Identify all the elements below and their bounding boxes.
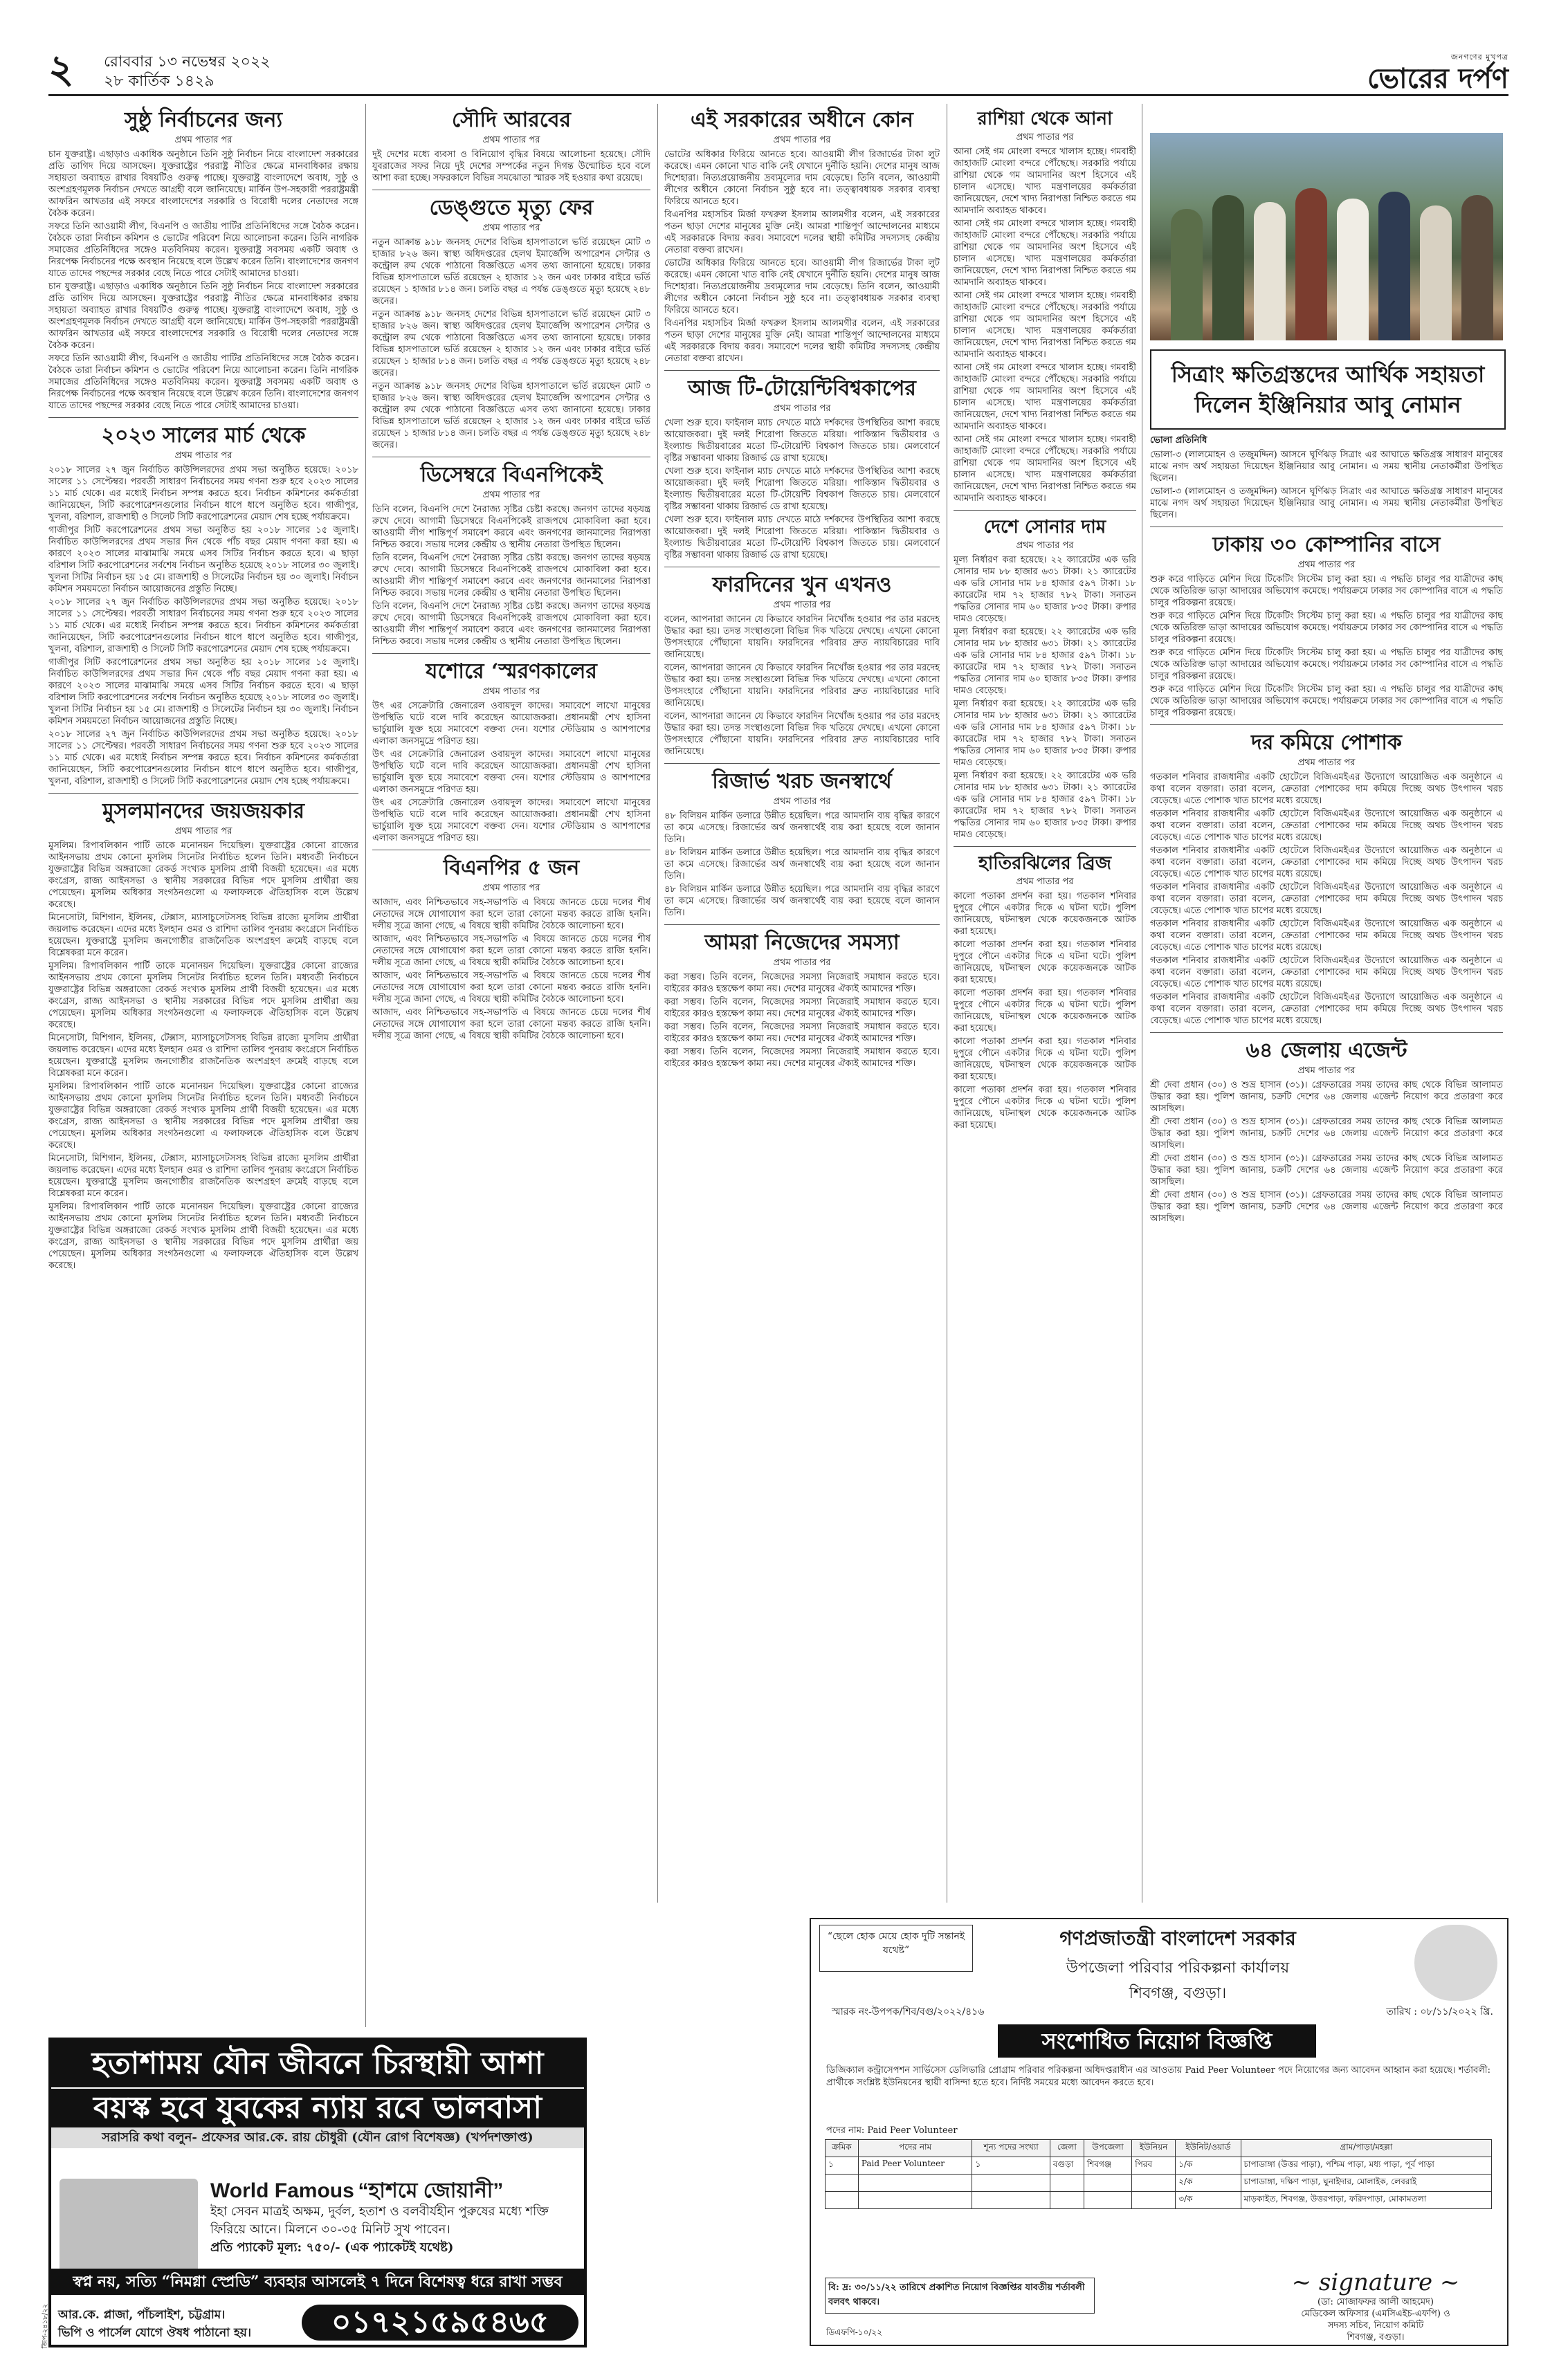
divider xyxy=(1150,1032,1503,1033)
ad-body xyxy=(210,2179,570,2257)
ad-address-line: আর.কে. প্লাজা, পাঁচলাইশ, চট্টগ্রাম। xyxy=(58,2308,226,2322)
article-text: কালো পতাকা প্রদর্শন করা হয়। গতকাল শনিবার দুপুরে পৌনে একটার দিকে এ ঘটনা ঘটে। পুলিশ জানিয়েছে, ঘটনাস্থল থেকে কয়েকজনকে আটক করা হয়েছে। xyxy=(954,1036,1136,1082)
continuation-label: প্রথম পাতার পর xyxy=(773,796,831,807)
article-text: মুসলিম। রিপাবলিকান পার্টি তাকে মনোনয়ন দিয়েছিল। যুক্তরাষ্ট্রের কোনো রাজ্যের আইনসভায় প্রথম কোনো মুসলিম সিনেটর নির্বাচিত হলেন তিনি। মধ্যবর্তী নির্বাচনে যুক্তরাষ্ট্রের বিভিন্ন অঙ্গরাজ্যে রেকর্ড সংখ্যক মুসলিম প্রার্থী বিজয়ী হয়েছেন। এর মধ্যে কংগ্রেস, রাজ্য আইনসভা ও স্থানীয় সরকারের বিভিন্ন পদে মুসলিম প্রার্থীরা জয় পেয়েছেন। মুসলিম অধিকার সংগঠনগুলো এ ফলাফলকে ঐতিহাসিক বলে উল্লেখ করেছে। xyxy=(48,961,358,1030)
article-text: গতকাল শনিবার রাজধানীর একটি হোটেলে বিজিএমইএর উদ্যোগে আয়োজিত এক অনুষ্ঠানে এ কথা বলেন বক্তারা। তারা বলেন, ক্রেতারা পোশাকের দাম কমিয়ে দিচ্ছে অথচ উৎপাদন খরচ বেড়েছে। এতে পোশাক খাত চাপের মধ্যে রয়েছে। xyxy=(1150,809,1503,843)
person-figure xyxy=(1461,195,1493,340)
headline[interactable]: ফারদিনের খুন এখনও xyxy=(712,573,892,597)
table-cell: শিবগঞ্জ xyxy=(1084,2157,1131,2175)
divider xyxy=(372,653,650,654)
table-header-row xyxy=(826,2140,1492,2157)
continuation-label: প্রথম পাতার পর xyxy=(482,135,540,145)
government-name: গণপ্রজাতন্ত্রী বাংলাদেশ সরকার xyxy=(1059,1927,1296,1950)
column-3 xyxy=(664,104,940,1903)
article-text: ভোটের অধিকার ফিরিয়ে আনতে হবে। আওয়ামী লীগ রিজার্ভের টাকা লুট করেছে। এমন কোনো খাত বাকি নেই যেখানে দুর্নীতি হয়নি। দেশের মানুষ আজ দিশেহারা। নিত্যপ্রয়োজনীয় দ্রব্যমূল্যের দাম বেড়েছে। তিনি বলেন, আওয়ামী লীগের অধীনে কোনো নির্বাচন সুষ্ঠু হবে না। তত্ত্বাবধায়ক সরকার ব্যবস্থা ফিরিয়ে আনতে হবে। xyxy=(664,149,940,207)
headline[interactable]: দেশে সোনার দাম xyxy=(983,517,1106,538)
newspaper-logo xyxy=(1259,51,1508,95)
continuation-label: প্রথম পাতার পর xyxy=(773,600,831,610)
article-text: তিনি বলেন, বিএনপি দেশে নৈরাজ্য সৃষ্টির চেষ্টা করছে। জনগণ তাদের ষড়যন্ত্র রুখে দেবে। আগামী ডিসেম্বরে বিএনপিকেই রাজপথে মোকাবিলা করা হবে। আওয়ামী লীগ শান্তিপূর্ণ সমাবেশ করবে এবং জনগণের জানমালের নিরাপত্তা নিশ্চিত করবে। সভায় দলের কেন্দ্রীয় ও স্থানীয় নেতারা উপস্থিত ছিলেন। xyxy=(372,504,650,550)
article-text: ভোটের অধিকার ফিরিয়ে আনতে হবে। আওয়ামী লীগ রিজার্ভের টাকা লুট করেছে। এমন কোনো খাত বাকি নেই যেখানে দুর্নীতি হয়নি। দেশের মানুষ আজ দিশেহারা। নিত্যপ্রয়োজনীয় দ্রব্যমূল্যের দাম বেড়েছে। তিনি বলেন, আওয়ামী লীগের অধীনে কোনো নির্বাচন সুষ্ঠু হবে না। তত্ত্বাবধায়ক সরকার ব্যবস্থা ফিরিয়ে আনতে হবে। xyxy=(664,258,940,315)
article-text: বলেন, আপনারা জানেন যে কিভাবে ফারদিন নিখোঁজ হওয়ার পর তার মরদেহ উদ্ধার করা হয়। তদন্ত সংস্থাগুলো বিভিন্ন দিক খতিয়ে দেখছে। এখনো কোনো উপসংহারে পৌঁছানো যায়নি। ফারদিনের পরিবার দ্রুত ন্যায়বিচারের দাবি জানিয়েছে। xyxy=(664,663,940,708)
table-cell: চাপাডাঙ্গা, দক্ষিণ পাড়া, ঘুনাইদার, মোলাইক, লেবরাই xyxy=(1241,2175,1492,2192)
continuation-label: প্রথম পাতার পর xyxy=(773,135,831,145)
notice-header xyxy=(984,1923,1371,2007)
article-text: গতকাল শনিবার রাজধানীর একটি হোটেলে বিজিএমইএর উদ্যোগে আয়োজিত এক অনুষ্ঠানে এ কথা বলেন বক্তারা। তারা বলেন, ক্রেতারা পোশাকের দাম কমিয়ে দিচ্ছে অথচ উৎপাদন খরচ বেড়েছে। এতে পোশাক খাত চাপের মধ্যে রয়েছে। xyxy=(1150,882,1503,916)
continuation-label: প্রথম পাতার পর xyxy=(482,490,540,500)
person-figure xyxy=(1254,202,1286,340)
article-text: তিনি বলেন, বিএনপি দেশে নৈরাজ্য সৃষ্টির চেষ্টা করছে। জনগণ তাদের ষড়যন্ত্র রুখে দেবে। আগামী ডিসেম্বরে বিএনপিকেই রাজপথে মোকাবিলা করা হবে। আওয়ামী লীগ শান্তিপূর্ণ সমাবেশ করবে এবং জনগণের জানমালের নিরাপত্তা নিশ্চিত করবে। সভায় দলের কেন্দ্রীয় ও স্থানীয় নেতারা উপস্থিত ছিলেন। xyxy=(372,553,650,598)
article-text: তিনি বলেন, বিএনপি দেশে নৈরাজ্য সৃষ্টির চেষ্টা করছে। জনগণ তাদের ষড়যন্ত্র রুখে দেবে। আগামী ডিসেম্বরে বিএনপিকেই রাজপথে মোকাবিলা করা হবে। আওয়ামী লীগ শান্তিপূর্ণ সমাবেশ করবে এবং জনগণের জানমালের নিরাপত্তা নিশ্চিত করবে। সভায় দলের কেন্দ্রীয় ও স্থানীয় নেতারা উপস্থিত ছিলেন। xyxy=(372,601,650,647)
article-text: শুরু করে গাড়িতে মেশিন দিয়ে টিকেটিং সিস্টেম চালু করা হয়। এ পদ্ধতি চালুর পর যাত্রীদের কাছ থেকে অতিরিক্ত ভাড়া আদায়ের অভিযোগ কমেছে। পর্যায়ক্রমে ঢাকার সব কোম্পানির বাসে এ পদ্ধতি চালুর পরিকল্পনা রয়েছে। xyxy=(1150,611,1503,645)
headline[interactable]: ৬৪ জেলায় এজেন্ট xyxy=(1246,1038,1407,1063)
article-text: করা সম্ভব। তিনি বলেন, নিজেদের সমস্যা নিজেরাই সমাধান করতে হবে। বাইরের কারও হস্তক্ষেপ কাম্য নয়। দেশের মানুষের ঐক্যই আমাদের শক্তি। xyxy=(664,972,940,994)
advertisement[interactable] xyxy=(48,2038,587,2347)
divider xyxy=(664,370,940,371)
article-text: কালো পতাকা প্রদর্শন করা হয়। গতকাল শনিবার দুপুরে পৌনে একটার দিকে এ ঘটনা ঘটে। পুলিশ জানিয়েছে, ঘটনাস্থল থেকে কয়েকজনকে আটক করা হয়েছে। xyxy=(954,940,1136,985)
article-text: আনা সেই গম মোংলা বন্দরে খালাস হচ্ছে। গমবাহী জাহাজটি মোংলা বন্দরে পৌঁছেছে। সরকারি পর্যায়ে রাশিয়া থেকে গম আমদানির অংশ হিসেবে এই চালান এসেছে। খাদ্য মন্ত্রণালয়ের কর্মকর্তারা জানিয়েছেন, দেশে খাদ্য নিরাপত্তা নিশ্চিত করতে গম আমদানি অব্যাহত থাকবে। xyxy=(954,219,1136,288)
signatory-title: শিবগঞ্জ, বগুড়া। xyxy=(1347,2332,1405,2343)
table-cell xyxy=(972,2192,1050,2209)
article-text: মুসলিম। রিপাবলিকান পার্টি তাকে মনোনয়ন দিয়েছিল। যুক্তরাষ্ট্রের কোনো রাজ্যের আইনসভায় প্রথম কোনো মুসলিম সিনেটর নির্বাচিত হলেন তিনি। মধ্যবর্তী নির্বাচনে যুক্তরাষ্ট্রের বিভিন্ন অঙ্গরাজ্যে রেকর্ড সংখ্যক মুসলিম প্রার্থী বিজয়ী হয়েছেন। এর মধ্যে কংগ্রেস, রাজ্য আইনসভা ও স্থানীয় সরকারের বিভিন্ন পদে মুসলিম প্রার্থীরা জয় পেয়েছেন। মুসলিম অধিকার সংগঠনগুলো এ ফলাফলকে ঐতিহাসিক বলে উল্লেখ করেছে। xyxy=(48,1202,358,1271)
news-photo xyxy=(1150,133,1503,340)
office-name: উপজেলা পরিবার পরিকল্পনা কার্যালয় xyxy=(1066,1959,1290,1977)
family-planning-slogan: “ছেলে হোক মেয়ে হোক দুটি সন্তানই যথেষ্ট” xyxy=(819,1925,973,1972)
table-cell: ৩/ক xyxy=(1176,2192,1241,2209)
article-text: শ্রী দেবা প্রধান (৩০) ও শুভ্র হাসান (৩১)। গ্রেফতারের সময় তাদের কাছ থেকে বিভিন্ন আলামত উদ্ধার করা হয়। পুলিশ জানায়, চক্রটি দেশের ৬৪ জেলায় এজেন্ট নিয়োগ করে প্রতারণা করে আসছিল। xyxy=(1150,1117,1503,1151)
notice-footnote: বি: দ্র: ৩০/১১/২২ তারিখে প্রকাশিত নিয়োগ বিজ্ঞপ্তির যাবতীয় শর্তাবলী বলবৎ থাকবে। xyxy=(825,2278,1095,2314)
headline[interactable]: দর কমিয়ে পোশাক xyxy=(1251,731,1402,755)
headline[interactable]: হাতিরঝিলের ব্রিজ xyxy=(978,853,1111,874)
article-text: বলেন, আপনারা জানেন যে কিভাবে ফারদিন নিখোঁজ হওয়ার পর তার মরদেহ উদ্ধার করা হয়। তদন্ত সংস্থাগুলো বিভিন্ন দিক খতিয়ে দেখছে। এখনো কোনো উপসংহারে পৌঁছানো যায়নি। ফারদিনের পরিবার দ্রুত ন্যায়বিচারের দাবি জানিয়েছে। xyxy=(664,614,940,660)
article-text: চান যুক্তরাষ্ট্র। এছাড়াও একাধিক অনুষ্ঠানে তিনি সুষ্ঠু নির্বাচন নিয়ে বাংলাদেশ সরকারের প্রতি তাগিদ দিয়ে আসছেন। যুক্তরাষ্ট্রের পররাষ্ট্র নীতির ক্ষেত্রে মানবাধিকার রক্ষায় সহায়তা অব্যাহত রাখার বিষয়টিও গুরুত্ব পাচ্ছে। যুক্তরাষ্ট্র বাংলাদেশে অবাধ, সুষ্ঠু ও অংশগ্রহণমূলক নির্বাচন দেখতে আগ্রহী বলে জানিয়েছে। মার্কিন উপ-সহকারী পররাষ্ট্রমন্ত্রী আফরিন আখতার এই সফরে বাংলাদেশের সরকারি ও বিরোধী দলের নেতাদের সঙ্গে বৈঠক করেন। xyxy=(48,149,358,219)
table-cell xyxy=(858,2192,972,2209)
government-logo xyxy=(1414,1925,1497,2001)
article-text: শুরু করে গাড়িতে মেশিন দিয়ে টিকেটিং সিস্টেম চালু করা হয়। এ পদ্ধতি চালুর পর যাত্রীদের কাছ থেকে অতিরিক্ত ভাড়া আদায়ের অভিযোগ কমেছে। পর্যায়ক্রমে ঢাকার সব কোম্পানির বাসে এ পদ্ধতি চালুর পরিকল্পনা রয়েছে। xyxy=(1150,684,1503,718)
notice-reference: ডিএফপি-১০/২২ xyxy=(826,2327,883,2337)
notice-body: ডিজিক্যাল কন্ট্রাসেপশন সার্ভিসেস ডেলিভারি প্রোগ্রাম পরিবার পরিকল্পনা অধিদপ্তরাধীন এর আওতায় Paid Peer Volunteer পদে নিয়োগের জন্য আবেদন আহ্বান করা হয়েছে। শর্তাবলী: প্রার্থীকে সংশ্লিষ্ট ইউনিয়নের স্থায়ী বাসিন্দা হতে হবে। নির্দিষ্ট সময়ের মধ্যে আবেদন করতে হবে। xyxy=(826,2065,1490,2088)
article-text: মুসলিম। রিপাবলিকান পার্টি তাকে মনোনয়ন দিয়েছিল। যুক্তরাষ্ট্রের কোনো রাজ্যের আইনসভায় প্রথম কোনো মুসলিম সিনেটর নির্বাচিত হলেন তিনি। মধ্যবর্তী নির্বাচনে যুক্তরাষ্ট্রের বিভিন্ন অঙ্গরাজ্যে রেকর্ড সংখ্যক মুসলিম প্রার্থী বিজয়ী হয়েছেন। এর মধ্যে কংগ্রেস, রাজ্য আইনসভা ও স্থানীয় সরকারের বিভিন্ন পদে মুসলিম প্রার্থীরা জয় পেয়েছেন। মুসলিম অধিকার সংগঠনগুলো এ ফলাফলকে ঐতিহাসিক বলে উল্লেখ করেছে। xyxy=(48,1081,358,1151)
table-row xyxy=(826,2192,1492,2209)
article-text: ৪৮ বিলিয়ন মার্কিন ডলারে উন্নীত হয়েছিল। পরে আমদানি ব্যয় বৃদ্ধির কারণে তা কমে এসেছে। রিজার্ভের অর্থ জনস্বার্থেই ব্যয় করা হয়েছে বলে জানান তিনি। xyxy=(664,848,940,881)
column-1 xyxy=(48,104,358,2027)
article-text: খেলা শুরু হবে। ফাইনাল ম্যাচ দেখতে মাঠে দর্শকদের উপস্থিতির আশা করছে আয়োজকরা। দুই দলই শিরোপা জিততে মরিয়া। পাকিস্তান দ্বিতীয়বার ও ইংল্যান্ড দ্বিতীয়বারের মতো টি-টোয়েন্টি বিশ্বকাপ জিততে চায়। মেলবোর্নে বৃষ্টির সম্ভাবনা থাকায় রিজার্ভ ডে রাখা হয়েছে। xyxy=(664,466,940,512)
table-cell: ১ xyxy=(972,2157,1050,2175)
article-text: নতুন আক্রান্ত ৯১৮ জনসহ দেশের বিভিন্ন হাসপাতালে ভর্তি রয়েছেন মোট ৩ হাজার ৮২৬ জন। স্বাস্থ্য অধিদপ্তরের হেলথ ইমার্জেন্সি অপারেশন সেন্টার ও কন্ট্রোল রুম থেকে পাঠানো বিজ্ঞপ্তিতে এসব তথ্য জানানো হয়েছে। ঢাকার বিভিন্ন হাসপাতালে ভর্তি রয়েছেন ২ হাজার ১২ জন এবং ঢাকার বাইরে ভর্তি রয়েছেন ১ হাজার ৮১৪ জন। চলতি বছর এ পর্যন্ত ডেঙ্গুতে মৃত্যু হয়েছে ২৪৮ জনের। xyxy=(372,381,650,450)
divider xyxy=(664,924,940,925)
ad-product-name: “হাশমে জোয়ানী” xyxy=(358,2179,504,2202)
table-cell xyxy=(1132,2192,1176,2209)
date-english: রোববার ১৩ নভেম্বর ২০২২ xyxy=(104,53,271,71)
article-text: মূল্য নির্ধারণ করা হয়েছে। ২২ ক্যারেটের এক ভরি সোনার দাম ৮৮ হাজার ৬৩১ টাকা। ২১ ক্যারেটের এক ভরি সোনার দাম ৮৪ হাজার ৫৯৭ টাকা। ১৮ ক্যারেটের দাম ৭২ হাজার ৭৮২ টাকা। সনাতন পদ্ধতির সোনার দাম ৬০ হাজার ৮৩৫ টাকা। রুপার দামও বেড়েছে। xyxy=(954,627,1136,696)
article-text: ভোলা-৩ (লালমোহন ও তজুমদ্দিন) আসনে ঘূর্ণিঝড় সিত্রাং এর আঘাতে ক্ষতিগ্রস্ত সাধারণ মানুষের মাঝে নগদ অর্থ সহায়তা দিয়েছেন ইঞ্জিনিয়ার আবু নোমান। এ সময় স্থানীয় নেতাকর্মীরা উপস্থিত ছিলেন। xyxy=(1150,486,1503,520)
article-text: সফরে তিনি আওয়ামী লীগ, বিএনপি ও জাতীয় পার্টির প্রতিনিধিদের সঙ্গে বৈঠক করেন। বৈঠকে তারা নির্বাচন কমিশন ও ভোটের পরিবেশ নিয়ে আলোচনা করেন। তিনি নাগরিক সমাজের প্রতিনিধিদের সঙ্গেও মতবিনিময় করেন। যুক্তরাষ্ট্র সবসময় একটি অবাধ ও নিরপেক্ষ নির্বাচনের পক্ষে অবস্থান নিয়েছে বলে উল্লেখ করেন তিনি। বাংলাদেশের জনগণ যাতে তাদের পছন্দের সরকার বেছে নিতে পারে সেটাই আমাদের চাওয়া। xyxy=(48,354,358,411)
continuation-label: প্রথম পাতার পর xyxy=(1016,877,1074,887)
continuation-label: প্রথম পাতার পর xyxy=(773,403,831,414)
person-figure xyxy=(1378,192,1410,340)
person-figure xyxy=(1420,205,1452,340)
table-row xyxy=(826,2175,1492,2192)
headline[interactable]: আমরা নিজেদের সমস্যা xyxy=(704,931,900,955)
article-text: ৪৮ বিলিয়ন মার্কিন ডলারে উন্নীত হয়েছিল। পরে আমদানি ব্যয় বৃদ্ধির কারণে তা কমে এসেছে। রিজার্ভের অর্থ জনস্বার্থেই ব্যয় করা হয়েছে বলে জানান তিনি। xyxy=(664,811,940,845)
article-text: শুরু করে গাড়িতে মেশিন দিয়ে টিকেটিং সিস্টেম চালু করা হয়। এ পদ্ধতি চালুর পর যাত্রীদের কাছ থেকে অতিরিক্ত ভাড়া আদায়ের অভিযোগ কমেছে। পর্যায়ক্রমে ঢাকার সব কোম্পানির বাসে এ পদ্ধতি চালুর পরিকল্পনা রয়েছে। xyxy=(1150,648,1503,681)
person-figure xyxy=(1295,188,1327,340)
headline[interactable]: ডিসেম্বরে বিএনপিকেই xyxy=(420,463,603,487)
brand-tagline: জনগণের মুখপত্র xyxy=(1450,53,1508,62)
ad-code: জিপ-২৪১৮/২২ xyxy=(42,2304,49,2349)
vacancy-table xyxy=(825,2139,1492,2209)
article-text: আজাদ, এবং নিশ্চিতভাবে সহ-সভাপতি এ বিষয়ে জানতে চেয়ে দলের শীর্ষ নেতাদের সঙ্গে যোগাযোগ করা হলে তারা কোনো মন্তব্য করতে রাজি হননি। দলীয় সূত্রে জানা গেছে, এ বিষয়ে স্থায়ী কমিটির বৈঠকে আলোচনা হবে। xyxy=(372,934,650,968)
headline[interactable]: বিএনপির ৫ জন xyxy=(443,856,580,880)
article-text: বলেন, আপনারা জানেন যে কিভাবে ফারদিন নিখোঁজ হওয়ার পর তার মরদেহ উদ্ধার করা হয়। তদন্ত সংস্থাগুলো বিভিন্ন দিক খতিয়ে দেখছে। এখনো কোনো উপসংহারে পৌঁছানো যায়নি। ফারদিনের পরিবার দ্রুত ন্যায়বিচারের দাবি জানিয়েছে। xyxy=(664,711,940,757)
table-cell xyxy=(1050,2192,1084,2209)
headline[interactable]: যশোরে ‘স্মরণকালের xyxy=(426,659,597,684)
ad-address xyxy=(58,2306,286,2342)
table-cell xyxy=(826,2192,859,2209)
headline[interactable]: সুষ্ঠু নির্বাচনের জন্য xyxy=(124,108,283,132)
article-text: খেলা শুরু হবে। ফাইনাল ম্যাচ দেখতে মাঠে দর্শকদের উপস্থিতির আশা করছে আয়োজকরা। দুই দলই শিরোপা জিততে মরিয়া। পাকিস্তান দ্বিতীয়বার ও ইংল্যান্ড দ্বিতীয়বারের মতো টি-টোয়েন্টি বিশ্বকাপ জিততে চায়। মেলবোর্নে বৃষ্টির সম্ভাবনা থাকায় রিজার্ভ ডে রাখা হয়েছে। xyxy=(664,515,940,560)
headline[interactable]: রিজার্ভ খরচ জনস্বার্থে xyxy=(712,769,892,794)
table-cell: ১ xyxy=(826,2157,859,2175)
column-divider xyxy=(365,104,366,2027)
article-text: ২০১৮ সালের ২৭ জুন নির্বাচিত কাউন্সিলরদের প্রথম সভা অনুষ্ঠিত হয়েছে। ২০১৮ সালের ১১ সেপ্টেম্বর। পরবর্তী সাধারণ নির্বাচনের সময় গণনা শুরু হবে ২০২৩ সালের ১১ মার্চ থেকে। এর মধ্যেই নির্বাচন সম্পন্ন করতে হবে। নির্বাচন কমিশনের কর্মকর্তারা জানিয়েছেন, সিটি করপোরেশনগুলোর নির্বাচন ধাপে ধাপে অনুষ্ঠিত হবে। গাজীপুর, খুলনা, বরিশাল, রাজশাহী ও সিলেট সিটি করপোরেশনের মেয়াদ শেষ হচ্ছে পর্যায়ক্রমে। xyxy=(48,729,358,787)
article-text: আজাদ, এবং নিশ্চিতভাবে সহ-সভাপতি এ বিষয়ে জানতে চেয়ে দলের শীর্ষ নেতাদের সঙ্গে যোগাযোগ করা হলে তারা কোনো মন্তব্য করতে রাজি হননি। দলীয় সূত্রে জানা গেছে, এ বিষয়ে স্থায়ী কমিটির বৈঠকে আলোচনা হবে। xyxy=(372,897,650,931)
headline[interactable]: ২০২৩ সালের মার্চ থেকে xyxy=(101,423,306,448)
table-cell xyxy=(1132,2175,1176,2192)
table-cell: মাড়কাইত, শিবগঞ্জ, উত্তরপাড়া, ফরিদপাড়া, মোকামতলা xyxy=(1241,2192,1492,2209)
column-5 xyxy=(1150,434,1503,1903)
table-header: ইউনিট/ওয়ার্ড xyxy=(1176,2140,1241,2157)
brand-name: ভোরের দর্পণ xyxy=(1367,62,1508,95)
article-text: কালো পতাকা প্রদর্শন করা হয়। গতকাল শনিবার দুপুরে পৌনে একটার দিকে এ ঘটনা ঘটে। পুলিশ জানিয়েছে, ঘটনাস্থল থেকে কয়েকজনকে আটক করা হয়েছে। xyxy=(954,988,1136,1034)
article-text: মূল্য নির্ধারণ করা হয়েছে। ২২ ক্যারেটের এক ভরি সোনার দাম ৮৮ হাজার ৬৩১ টাকা। ২১ ক্যারেটের এক ভরি সোনার দাম ৮৪ হাজার ৫৯৭ টাকা। ১৮ ক্যারেটের দাম ৭২ হাজার ৭৮২ টাকা। সনাতন পদ্ধতির সোনার দাম ৬০ হাজার ৮৩৫ টাকা। রুপার দামও বেড়েছে। xyxy=(954,555,1136,624)
date-bangla: ২৮ কার্তিক ১৪২৯ xyxy=(104,73,215,90)
table-cell xyxy=(858,2175,972,2192)
person-figure xyxy=(1212,195,1244,340)
photo-headline-line-1[interactable]: সিত্রাং ক্ষতিগ্রস্তদের আর্থিক সহায়তা xyxy=(1171,361,1485,387)
article-text: মুসলিম। রিপাবলিকান পার্টি তাকে মনোনয়ন দিয়েছিল। যুক্তরাষ্ট্রের কোনো রাজ্যের আইনসভায় প্রথম কোনো মুসলিম সিনেটর নির্বাচিত হলেন তিনি। মধ্যবর্তী নির্বাচনে যুক্তরাষ্ট্রের বিভিন্ন অঙ্গরাজ্যে রেকর্ড সংখ্যক মুসলিম প্রার্থী বিজয়ী হয়েছেন। এর মধ্যে কংগ্রেস, রাজ্য আইনসভা ও স্থানীয় সরকারের বিভিন্ন পদে মুসলিম প্রার্থীরা জয় পেয়েছেন। মুসলিম অধিকার সংগঠনগুলো এ ফলাফলকে ঐতিহাসিক বলে উল্লেখ করেছে। xyxy=(48,841,358,910)
article-text: গতকাল শনিবার রাজধানীর একটি হোটেলে বিজিএমইএর উদ্যোগে আয়োজিত এক অনুষ্ঠানে এ কথা বলেন বক্তারা। তারা বলেন, ক্রেতারা পোশাকের দাম কমিয়ে দিচ্ছে অথচ উৎপাদন খরচ বেড়েছে। এতে পোশাক খাত চাপের মধ্যে রয়েছে। xyxy=(1150,992,1503,1026)
article-text: ২০১৮ সালের ২৭ জুন নির্বাচিত কাউন্সিলরদের প্রথম সভা অনুষ্ঠিত হয়েছে। ২০১৮ সালের ১১ সেপ্টেম্বর। পরবর্তী সাধারণ নির্বাচনের সময় গণনা শুরু হবে ২০২৩ সালের ১১ মার্চ থেকে। এর মধ্যেই নির্বাচন সম্পন্ন করতে হবে। নির্বাচন কমিশনের কর্মকর্তারা জানিয়েছেন, সিটি করপোরেশনগুলোর নির্বাচন ধাপে ধাপে অনুষ্ঠিত হবে। গাজীপুর, খুলনা, বরিশাল, রাজশাহী ও সিলেট সিটি করপোরেশনের মেয়াদ শেষ হচ্ছে পর্যায়ক্রমে। xyxy=(48,465,358,522)
notice-date: তারিখ : ০৮/১১/২০২২ খ্রি. xyxy=(1386,2006,1493,2017)
article-text: শ্রী দেবা প্রধান (৩০) ও শুভ্র হাসান (৩১)। গ্রেফতারের সময় তাদের কাছ থেকে বিভিন্ন আলামত উদ্ধার করা হয়। পুলিশ জানায়, চক্রটি দেশের ৬৪ জেলায় এজেন্ট নিয়োগ করে প্রতারণা করে আসছিল। xyxy=(1150,1190,1503,1224)
continuation-label: প্রথম পাতার পর xyxy=(773,958,831,968)
table-cell: বগুড়া xyxy=(1050,2157,1084,2175)
table-header: জেলা xyxy=(1050,2140,1084,2157)
article-text: শুরু করে গাড়িতে মেশিন দিয়ে টিকেটিং সিস্টেম চালু করা হয়। এ পদ্ধতি চালুর পর যাত্রীদের কাছ থেকে অতিরিক্ত ভাড়া আদায়ের অভিযোগ কমেছে। পর্যায়ক্রমে ঢাকার সব কোম্পানির বাসে এ পদ্ধতি চালুর পরিকল্পনা রয়েছে। xyxy=(1150,574,1503,608)
article-text: ভোলা-৩ (লালমোহন ও তজুমদ্দিন) আসনে ঘূর্ণিঝড় সিত্রাং এর আঘাতে ক্ষতিগ্রস্ত সাধারণ মানুষের মাঝে নগদ অর্থ সহায়তা দিয়েছেন ইঞ্জিনিয়ার আবু নোমান। এ সময় স্থানীয় নেতাকর্মীরা উপস্থিত ছিলেন। xyxy=(1150,450,1503,484)
continuation-label: প্রথম পাতার পর xyxy=(174,826,232,836)
continuation-label: প্রথম পাতার পর xyxy=(1016,540,1074,551)
article-text: আজাদ, এবং নিশ্চিতভাবে সহ-সভাপতি এ বিষয়ে জানতে চেয়ে দলের শীর্ষ নেতাদের সঙ্গে যোগাযোগ করা হলে তারা কোনো মন্তব্য করতে রাজি হননি। দলীয় সূত্রে জানা গেছে, এ বিষয়ে স্থায়ী কমিটির বৈঠকে আলোচনা হবে। xyxy=(372,1007,650,1041)
article-text: মূল্য নির্ধারণ করা হয়েছে। ২২ ক্যারেটের এক ভরি সোনার দাম ৮৮ হাজার ৬৩১ টাকা। ২১ ক্যারেটের এক ভরি সোনার দাম ৮৪ হাজার ৫৯৭ টাকা। ১৮ ক্যারেটের দাম ৭২ হাজার ৭৮২ টাকা। সনাতন পদ্ধতির সোনার দাম ৬০ হাজার ৮৩৫ টাকা। রুপার দামও বেড়েছে। xyxy=(954,699,1136,768)
article-text: মিনেসোটা, মিশিগান, ইলিনয়, টেক্সাস, ম্যাসাচুসেটসসহ বিভিন্ন রাজ্যে মুসলিম প্রার্থীরা জয়লাভ করেছেন। এদের মধ্যে ইলহান ওমর ও রাশিদা তালিব পুনরায় কংগ্রেসে নির্বাচিত হয়েছেন। যুক্তরাষ্ট্রে মুসলিম জনগোষ্ঠীর রাজনৈতিক অংশগ্রহণ ক্রমেই বাড়ছে বলে বিশ্লেষকরা মনে করেন। xyxy=(48,1153,358,1199)
continuation-label: প্রথম পাতার পর xyxy=(174,135,232,145)
article-text: কালো পতাকা প্রদর্শন করা হয়। গতকাল শনিবার দুপুরে পৌনে একটার দিকে এ ঘটনা ঘটে। পুলিশ জানিয়েছে, ঘটনাস্থল থেকে কয়েকজনকে আটক করা হয়েছে। xyxy=(954,891,1136,937)
signatory-title: মেডিকেল অফিসার (এমসিএইচ-এফপি) ও xyxy=(1301,2309,1450,2319)
memo-number: স্মারক নং-উপপক/শিব/বগু/২০২২/৪১৬ xyxy=(832,2006,985,2017)
article-text: মূল্য নির্ধারণ করা হয়েছে। ২২ ক্যারেটের এক ভরি সোনার দাম ৮৮ হাজার ৬৩১ টাকা। ২১ ক্যারেটের এক ভরি সোনার দাম ৮৪ হাজার ৫৯৭ টাকা। ১৮ ক্যারেটের দাম ৭২ হাজার ৭৮২ টাকা। সনাতন পদ্ধতির সোনার দাম ৬০ হাজার ৮৩৫ টাকা। রুপার দামও বেড়েছে। xyxy=(954,771,1136,840)
office-location: শিবগঞ্জ, বগুড়া। xyxy=(1129,1985,1227,2002)
article-text: করা সম্ভব। তিনি বলেন, নিজেদের সমস্যা নিজেরাই সমাধান করতে হবে। বাইরের কারও হস্তক্ষেপ কাম্য নয়। দেশের মানুষের ঐক্যই আমাদের শক্তি। xyxy=(664,997,940,1019)
ad-contact-bar: সরাসরি কথা বলুন- প্রফেসর আর.কে. রায় চৌধুরী (যৌন রোগ বিশেষজ্ঞ) (খর্পদশক্তাপ্ত) xyxy=(51,2127,584,2148)
table-cell xyxy=(972,2175,1050,2192)
article-text: গাজীপুর সিটি করপোরেশনের প্রথম সভা অনুষ্ঠিত হয় ২০১৮ সালের ১৫ জুলাই। নির্বাচিত কাউন্সিলরদের প্রথম সভার দিন থেকে পাঁচ বছর মেয়াদ গণনা করা হয়। এ কারণে ২০২৩ সালের মাঝামাঝি সময়ে এসব সিটির নির্বাচন করতে হবে। এ ছাড়া বরিশাল সিটি করপোরেশনের সর্বশেষ নির্বাচন অনুষ্ঠিত হয়েছে ২০১৮ সালের ৩০ জুলাই। খুলনা সিটির নির্বাচন হয় ১৫ মে। রাজশাহী ও সিলেটের নির্বাচন হয় ৩০ জুলাই। নির্বাচন কমিশন সময়মতো নির্বাচন আয়োজনের প্রস্তুতি নিচ্ছে। xyxy=(48,525,358,594)
table-cell: ১/ক xyxy=(1176,2157,1241,2175)
masthead xyxy=(48,48,1508,96)
article-text: গাজীপুর সিটি করপোরেশনের প্রথম সভা অনুষ্ঠিত হয় ২০১৮ সালের ১৫ জুলাই। নির্বাচিত কাউন্সিলরদের প্রথম সভার দিন থেকে পাঁচ বছর মেয়াদ গণনা করা হয়। এ কারণে ২০২৩ সালের মাঝামাঝি সময়ে এসব সিটির নির্বাচন করতে হবে। এ ছাড়া বরিশাল সিটি করপোরেশনের সর্বশেষ নির্বাচন অনুষ্ঠিত হয়েছে ২০১৮ সালের ৩০ জুলাই। খুলনা সিটির নির্বাচন হয় ১৫ মে। রাজশাহী ও সিলেটের নির্বাচন হয় ৩০ জুলাই। নির্বাচন কমিশন সময়মতো নির্বাচন আয়োজনের প্রস্তুতি নিচ্ছে। xyxy=(48,657,358,726)
table-row xyxy=(826,2157,1492,2175)
article-text: আনা সেই গম মোংলা বন্দরে খালাস হচ্ছে। গমবাহী জাহাজটি মোংলা বন্দরে পৌঁছেছে। সরকারি পর্যায়ে রাশিয়া থেকে গম আমদানির অংশ হিসেবে এই চালান এসেছে। খাদ্য মন্ত্রণালয়ের কর্মকর্তারা জানিয়েছেন, দেশে খাদ্য নিরাপত্তা নিশ্চিত করতে গম আমদানি অব্যাহত থাকবে। xyxy=(954,363,1136,432)
headline[interactable]: সৌদি আরবের xyxy=(451,108,572,132)
ad-address-line: ভিপি ও পার্সেল যোগে ঔষধ পাঠানো হয়। xyxy=(58,2326,252,2340)
article-text: গতকাল শনিবার রাজধানীর একটি হোটেলে বিজিএমইএর উদ্যোগে আয়োজিত এক অনুষ্ঠানে এ কথা বলেন বক্তারা। তারা বলেন, ক্রেতারা পোশাকের দাম কমিয়ে দিচ্ছে অথচ উৎপাদন খরচ বেড়েছে। এতে পোশাক খাত চাপের মধ্যে রয়েছে। xyxy=(1150,955,1503,989)
article-text: করা সম্ভব। তিনি বলেন, নিজেদের সমস্যা নিজেরাই সমাধান করতে হবে। বাইরের কারও হস্তক্ষেপ কাম্য নয়। দেশের মানুষের ঐক্যই আমাদের শক্তি। xyxy=(664,1047,940,1069)
continuation-label: প্রথম পাতার পর xyxy=(1016,132,1074,143)
article-text: কালো পতাকা প্রদর্শন করা হয়। গতকাল শনিবার দুপুরে পৌনে একটার দিকে এ ঘটনা ঘটে। পুলিশ জানিয়েছে, ঘটনাস্থল থেকে কয়েকজনকে আটক করা হয়েছে। xyxy=(954,1085,1136,1130)
article-text: গতকাল শনিবার রাজধানীর একটি হোটেলে বিজিএমইএর উদ্যোগে আয়োজিত এক অনুষ্ঠানে এ কথা বলেন বক্তারা। তারা বলেন, ক্রেতারা পোশাকের দাম কমিয়ে দিচ্ছে অথচ উৎপাদন খরচ বেড়েছে। এতে পোশাক খাত চাপের মধ্যে রয়েছে। xyxy=(1150,919,1503,953)
table-cell: পিরব xyxy=(1132,2157,1176,2175)
table-header: গ্রাম/পাড়া/মহল্লা xyxy=(1241,2140,1492,2157)
article-text: সফরে তিনি আওয়ামী লীগ, বিএনপি ও জাতীয় পার্টির প্রতিনিধিদের সঙ্গে বৈঠক করেন। বৈঠকে তারা নির্বাচন কমিশন ও ভোটের পরিবেশ নিয়ে আলোচনা করেন। তিনি নাগরিক সমাজের প্রতিনিধিদের সঙ্গেও মতবিনিময় করেন। যুক্তরাষ্ট্র সবসময় একটি অবাধ ও নিরপেক্ষ নির্বাচনের পক্ষে অবস্থান নিয়েছে বলে উল্লেখ করেন তিনি। বাংলাদেশের জনগণ যাতে তাদের পছন্দের সরকার বেছে নিতে পারে সেটাই আমাদের চাওয়া। xyxy=(48,221,358,279)
article-text: শ্রী দেবা প্রধান (৩০) ও শুভ্র হাসান (৩১)। গ্রেফতারের সময় তাদের কাছ থেকে বিভিন্ন আলামত উদ্ধার করা হয়। পুলিশ জানায়, চক্রটি দেশের ৬৪ জেলায় এজেন্ট নিয়োগ করে প্রতারণা করে আসছিল। xyxy=(1150,1080,1503,1114)
article-text: মিনেসোটা, মিশিগান, ইলিনয়, টেক্সাস, ম্যাসাচুসেটসসহ বিভিন্ন রাজ্যে মুসলিম প্রার্থীরা জয়লাভ করেছেন। এদের মধ্যে ইলহান ওমর ও রাশিদা তালিব পুনরায় কংগ্রেসে নির্বাচিত হয়েছেন। যুক্তরাষ্ট্রে মুসলিম জনগোষ্ঠীর রাজনৈতিক অংশগ্রহণ ক্রমেই বাড়ছে বলে বিশ্লেষকরা মনে করেন। xyxy=(48,1033,358,1079)
continuation-label: প্রথম পাতার পর xyxy=(1297,560,1356,570)
government-notice xyxy=(810,1918,1508,2346)
signatory-name: (ডা: মোজাফফর আলী আহমেদ) xyxy=(1318,2297,1434,2307)
table-header: শূন্য পদের সংখ্যা xyxy=(972,2140,1050,2157)
doctor-photo xyxy=(60,2179,198,2282)
headline[interactable]: ঢাকায় ৩০ কোম্পানির বাসে xyxy=(1212,533,1441,557)
continuation-label: প্রথম পাতার পর xyxy=(1297,1065,1356,1076)
divider xyxy=(664,763,940,764)
column-divider xyxy=(657,104,658,1903)
ad-price: প্রতি প্যাকেট মূল্য: ৭৫০/- (এক প্যাকেটই যথেষ্ট) xyxy=(210,2240,454,2255)
article-text: ৪৮ বিলিয়ন মার্কিন ডলারে উন্নীত হয়েছিল। পরে আমদানি ব্যয় বৃদ্ধির কারণে তা কমে এসেছে। রিজার্ভের অর্থ জনস্বার্থেই ব্যয় করা হয়েছে বলে জানান তিনি। xyxy=(664,884,940,918)
ad-strip: স্বপ্ন নয়, সত্যি “নিমগ্না স্প্রেডি” ব্যবহার আসলেই ৭ দিনে বিশেষত্ব ধরে রাখা সম্ভব xyxy=(51,2269,584,2295)
person-figure xyxy=(1337,199,1369,340)
article-text: বিএনপির মহাসচিব মির্জা ফখরুল ইসলাম আলমগীর বলেন, এই সরকারের পতন ছাড়া দেশের মানুষের মুক্তি নেই। আমরা শান্তিপূর্ণ আন্দোলনের মাধ্যমে এই সরকারকে বিদায় করব। সমাবেশে দলের স্থায়ী কমিটির সদস্যসহ কেন্দ্রীয় নেতারা বক্তব্য রাখেন। xyxy=(664,210,940,255)
divider xyxy=(48,417,358,418)
table-cell: ২/ক xyxy=(1176,2175,1241,2192)
continuation-label: প্রথম পাতার পর xyxy=(174,450,232,461)
article-text: গতকাল শনিবার রাজধানীর একটি হোটেলে বিজিএমইএর উদ্যোগে আয়োজিত এক অনুষ্ঠানে এ কথা বলেন বক্তারা। তারা বলেন, ক্রেতারা পোশাকের দাম কমিয়ে দিচ্ছে অথচ উৎপাদন খরচ বেড়েছে। এতে পোশাক খাত চাপের মধ্যে রয়েছে। xyxy=(1150,845,1503,879)
article-text: উৎ এর সেক্রেটারি জেনারেল ওবায়দুল কাদের। সমাবেশে লাখো মানুষের উপস্থিতি ঘটে বলে দাবি করেছেন আয়োজকরা। প্রধানমন্ত্রী শেখ হাসিনা ভার্চুয়ালি যুক্ত হয়ে সমাবেশে বক্তব্য দেন। যশোর স্টেডিয়াম ও আশপাশের এলাকা জনসমুদ্রে পরিণত হয়। xyxy=(372,749,650,795)
ad-phone-number[interactable]: ০১৭২১৫৯৫৪৬৫ xyxy=(302,2305,578,2341)
ad-headline-2: বয়স্ক হবে যুবকের ন্যায় রবে ভালবাসা xyxy=(51,2087,584,2127)
photo-headline-box xyxy=(1150,349,1506,430)
article-text: খেলা শুরু হবে। ফাইনাল ম্যাচ দেখতে মাঠে দর্শকদের উপস্থিতির আশা করছে আয়োজকরা। দুই দলই শিরোপা জিততে মরিয়া। পাকিস্তান দ্বিতীয়বার ও ইংল্যান্ড দ্বিতীয়বারের মতো টি-টোয়েন্টি বিশ্বকাপ জিততে চায়। মেলবোর্নে বৃষ্টির সম্ভাবনা থাকায় রিজার্ভ ডে রাখা হয়েছে। xyxy=(664,418,940,464)
signature-block xyxy=(1258,2269,1493,2343)
notice-title: সংশোধিত নিয়োগ বিজ্ঞপ্তি xyxy=(998,2024,1316,2058)
ad-world-famous: World Famous xyxy=(210,2179,354,2202)
article-text: করা সম্ভব। তিনি বলেন, নিজেদের সমস্যা নিজেরাই সমাধান করতে হবে। বাইরের কারও হস্তক্ষেপ কাম্য নয়। দেশের মানুষের ঐক্যই আমাদের শক্তি। xyxy=(664,1022,940,1044)
continuation-label: প্রথম পাতার পর xyxy=(482,883,540,893)
article-text: উৎ এর সেক্রেটারি জেনারেল ওবায়দুল কাদের। সমাবেশে লাখো মানুষের উপস্থিতি ঘটে বলে দাবি করেছেন আয়োজকরা। প্রধানমন্ত্রী শেখ হাসিনা ভার্চুয়ালি যুক্ত হয়ে সমাবেশে বক্তব্য দেন। যশোর স্টেডিয়াম ও আশপাশের এলাকা জনসমুদ্রে পরিণত হয়। xyxy=(372,798,650,843)
article-text: দুই দেশের মধ্যে ব্যবসা ও বিনিয়োগ বৃদ্ধির বিষয়ে আলোচনা হয়েছে। সৌদি যুবরাজের সফর নিয়ে দুই দেশের সম্পর্কের নতুন দিগন্ত উন্মোচিত হবে বলে আশা করা হচ্ছে। সফরকালে বিভিন্ন সমঝোতা স্মারক সই হওয়ার কথা রয়েছে। xyxy=(372,149,650,183)
person-figure xyxy=(1171,209,1203,340)
article-text: মিনেসোটা, মিশিগান, ইলিনয়, টেক্সাস, ম্যাসাচুসেটসসহ বিভিন্ন রাজ্যে মুসলিম প্রার্থীরা জয়লাভ করেছেন। এদের মধ্যে ইলহান ওমর ও রাশিদা তালিব পুনরায় কংগ্রেসে নির্বাচিত হয়েছেন। যুক্তরাষ্ট্রে মুসলিম জনগোষ্ঠীর রাজনৈতিক অংশগ্রহণ ক্রমেই বাড়ছে বলে বিশ্লেষকরা মনে করেন। xyxy=(48,913,358,958)
headline[interactable]: মুসলমানদের জয়জয়কার xyxy=(102,799,305,823)
article-text: নতুন আক্রান্ত ৯১৮ জনসহ দেশের বিভিন্ন হাসপাতালে ভর্তি রয়েছেন মোট ৩ হাজার ৮২৬ জন। স্বাস্থ্য অধিদপ্তরের হেলথ ইমার্জেন্সি অপারেশন সেন্টার ও কন্ট্রোল রুম থেকে পাঠানো বিজ্ঞপ্তিতে এসব তথ্য জানানো হয়েছে। ঢাকার বিভিন্ন হাসপাতালে ভর্তি রয়েছেন ২ হাজার ১২ জন এবং ঢাকার বাইরে ভর্তি রয়েছেন ১ হাজার ৮১৪ জন। চলতি বছর এ পর্যন্ত ডেঙ্গুতে মৃত্যু হয়েছে ২৪৮ জনের। xyxy=(372,237,650,306)
continuation-label: প্রথম পাতার পর xyxy=(482,223,540,233)
column-4 xyxy=(954,104,1136,1903)
divider xyxy=(1150,724,1503,725)
headline[interactable]: ডেঙ্গুতে মৃত্যু ফের xyxy=(429,196,594,220)
table-cell: Paid Peer Volunteer xyxy=(858,2157,972,2175)
divider xyxy=(48,793,358,794)
photo-headline-line-2[interactable]: দিলেন ইঞ্জিনিয়ার আবু নোমান xyxy=(1194,392,1461,418)
byline: ভোলা প্রতিনিধি xyxy=(1150,435,1207,446)
table-header: ইউনিয়ন xyxy=(1132,2140,1176,2157)
signature-scribble: ~ signature ~ xyxy=(1291,2269,1460,2296)
article-text: উৎ এর সেক্রেটারি জেনারেল ওবায়দুল কাদের। সমাবেশে লাখো মানুষের উপস্থিতি ঘটে বলে দাবি করেছেন আয়োজকরা। প্রধানমন্ত্রী শেখ হাসিনা ভার্চুয়ালি যুক্ত হয়ে সমাবেশে বক্তব্য দেন। যশোর স্টেডিয়াম ও আশপাশের এলাকা জনসমুদ্রে পরিণত হয়। xyxy=(372,701,650,747)
ad-footer xyxy=(51,2299,584,2345)
continuation-label: প্রথম পাতার পর xyxy=(1297,758,1356,768)
page-number: ২ xyxy=(48,46,74,92)
signatory-title: সদস্য সচিব, নিয়োগ কমিটি xyxy=(1327,2320,1424,2331)
table-header: পদের নাম xyxy=(858,2140,972,2157)
article-text: গতকাল শনিবার রাজধানীর একটি হোটেলে বিজিএমইএর উদ্যোগে আয়োজিত এক অনুষ্ঠানে এ কথা বলেন বক্তারা। তারা বলেন, ক্রেতারা পোশাকের দাম কমিয়ে দিচ্ছে অথচ উৎপাদন খরচ বেড়েছে। এতে পোশাক খাত চাপের মধ্যে রয়েছে। xyxy=(1150,772,1503,806)
divider xyxy=(954,510,1136,511)
table-cell xyxy=(1050,2175,1084,2192)
table-cell xyxy=(826,2175,859,2192)
article-text: আনা সেই গম মোংলা বন্দরে খালাস হচ্ছে। গমবাহী জাহাজটি মোংলা বন্দরে পৌঁছেছে। সরকারি পর্যায়ে রাশিয়া থেকে গম আমদানির অংশ হিসেবে এই চালান এসেছে। খাদ্য মন্ত্রণালয়ের কর্মকর্তারা জানিয়েছেন, দেশে খাদ্য নিরাপত্তা নিশ্চিত করতে গম আমদানি অব্যাহত থাকবে। xyxy=(954,147,1136,216)
headline[interactable]: এই সরকারের অধীনে কোন xyxy=(691,108,913,132)
column-2 xyxy=(372,104,650,2027)
article-text: শ্রী দেবা প্রধান (৩০) ও শুভ্র হাসান (৩১)। গ্রেফতারের সময় তাদের কাছ থেকে বিভিন্ন আলামত উদ্ধার করা হয়। পুলিশ জানায়, চক্রটি দেশের ৬৪ জেলায় এজেন্ট নিয়োগ করে প্রতারণা করে আসছিল। xyxy=(1150,1153,1503,1187)
article-text: চান যুক্তরাষ্ট্র। এছাড়াও একাধিক অনুষ্ঠানে তিনি সুষ্ঠু নির্বাচন নিয়ে বাংলাদেশ সরকারের প্রতি তাগিদ দিয়ে আসছেন। যুক্তরাষ্ট্রের পররাষ্ট্র নীতির ক্ষেত্রে মানবাধিকার রক্ষায় সহায়তা অব্যাহত রাখার বিষয়টিও গুরুত্ব পাচ্ছে। যুক্তরাষ্ট্র বাংলাদেশে অবাধ, সুষ্ঠু ও অংশগ্রহণমূলক নির্বাচন দেখতে আগ্রহী বলে জানিয়েছে। মার্কিন উপ-সহকারী পররাষ্ট্রমন্ত্রী আফরিন আখতার এই সফরে বাংলাদেশের সরকারি ও বিরোধী দলের নেতাদের সঙ্গে বৈঠক করেন। xyxy=(48,282,358,351)
article-text: আনা সেই গম মোংলা বন্দরে খালাস হচ্ছে। গমবাহী জাহাজটি মোংলা বন্দরে পৌঁছেছে। সরকারি পর্যায়ে রাশিয়া থেকে গম আমদানির অংশ হিসেবে এই চালান এসেছে। খাদ্য মন্ত্রণালয়ের কর্মকর্তারা জানিয়েছেন, দেশে খাদ্য নিরাপত্তা নিশ্চিত করতে গম আমদানি অব্যাহত থাকবে। xyxy=(954,291,1136,360)
post-label: পদের নাম: Paid Peer Volunteer xyxy=(826,2125,958,2136)
table-cell xyxy=(1084,2175,1131,2192)
table-header: উপজেলা xyxy=(1084,2140,1131,2157)
ad-headline-1: হতাশাময় যৌন জীবনে চিরস্থায়ী আশা xyxy=(51,2040,584,2087)
ad-description: ইহা সেবন মাত্রই অক্ষম, দুর্বল, হতাশ ও বলবীর্যহীন পুরুষের মধ্যে শক্তি ফিরিয়ে আনে। মিলনে ৩০-৩৫ মিনিট সুখ পাবেন। xyxy=(210,2204,549,2237)
article-text: আনা সেই গম মোংলা বন্দরে খালাস হচ্ছে। গমবাহী জাহাজটি মোংলা বন্দরে পৌঁছেছে। সরকারি পর্যায়ে রাশিয়া থেকে গম আমদানির অংশ হিসেবে এই চালান এসেছে। খাদ্য মন্ত্রণালয়ের কর্মকর্তারা জানিয়েছেন, দেশে খাদ্য নিরাপত্তা নিশ্চিত করতে গম আমদানি অব্যাহত থাকবে। xyxy=(954,434,1136,504)
table-cell xyxy=(1084,2192,1131,2209)
article-text: বিএনপির মহাসচিব মির্জা ফখরুল ইসলাম আলমগীর বলেন, এই সরকারের পতন ছাড়া দেশের মানুষের মুক্তি নেই। আমরা শান্তিপূর্ণ আন্দোলনের মাধ্যমে এই সরকারকে বিদায় করব। সমাবেশে দলের স্থায়ী কমিটির সদস্যসহ কেন্দ্রীয় নেতারা বক্তব্য রাখেন। xyxy=(664,318,940,364)
table-cell: চাপাডাঙ্গা (উত্তর পাড়া), পশ্চিম পাড়া, মধ্য পাড়া, পূর্ব পাড়া xyxy=(1241,2157,1492,2175)
divider xyxy=(954,846,1136,847)
continuation-label: প্রথম পাতার পর xyxy=(482,686,540,697)
article-text: আজাদ, এবং নিশ্চিতভাবে সহ-সভাপতি এ বিষয়ে জানতে চেয়ে দলের শীর্ষ নেতাদের সঙ্গে যোগাযোগ করা হলে তারা কোনো মন্তব্য করতে রাজি হননি। দলীয় সূত্রে জানা গেছে, এ বিষয়ে স্থায়ী কমিটির বৈঠকে আলোচনা হবে। xyxy=(372,971,650,1005)
headline[interactable]: আজ টি-টোয়েন্টিবিশ্বকাপের xyxy=(688,376,916,401)
headline[interactable]: রাশিয়া থেকে আনা xyxy=(977,109,1113,129)
article-text: ২০১৮ সালের ২৭ জুন নির্বাচিত কাউন্সিলরদের প্রথম সভা অনুষ্ঠিত হয়েছে। ২০১৮ সালের ১১ সেপ্টেম্বর। পরবর্তী সাধারণ নির্বাচনের সময় গণনা শুরু হবে ২০২৩ সালের ১১ মার্চ থেকে। এর মধ্যেই নির্বাচন সম্পন্ন করতে হবে। নির্বাচন কমিশনের কর্মকর্তারা জানিয়েছেন, সিটি করপোরেশনগুলোর নির্বাচন ধাপে ধাপে অনুষ্ঠিত হবে। গাজীপুর, খুলনা, বরিশাল, রাজশাহী ও সিলেট সিটি করপোরেশনের মেয়াদ শেষ হচ্ছে পর্যায়ক্রমে। xyxy=(48,597,358,654)
table-header: ক্রমিক xyxy=(826,2140,859,2157)
article-text: নতুন আক্রান্ত ৯১৮ জনসহ দেশের বিভিন্ন হাসপাতালে ভর্তি রয়েছেন মোট ৩ হাজার ৮২৬ জন। স্বাস্থ্য অধিদপ্তরের হেলথ ইমার্জেন্সি অপারেশন সেন্টার ও কন্ট্রোল রুম থেকে পাঠানো বিজ্ঞপ্তিতে এসব তথ্য জানানো হয়েছে। ঢাকার বিভিন্ন হাসপাতালে ভর্তি রয়েছেন ২ হাজার ১২ জন এবং ঢাকার বাইরে ভর্তি রয়েছেন ১ হাজার ৮১৪ জন। চলতি বছর এ পর্যন্ত ডেঙ্গুতে মৃত্যু হয়েছে ২৪৮ জনের। xyxy=(372,309,650,378)
date-block xyxy=(104,53,271,91)
